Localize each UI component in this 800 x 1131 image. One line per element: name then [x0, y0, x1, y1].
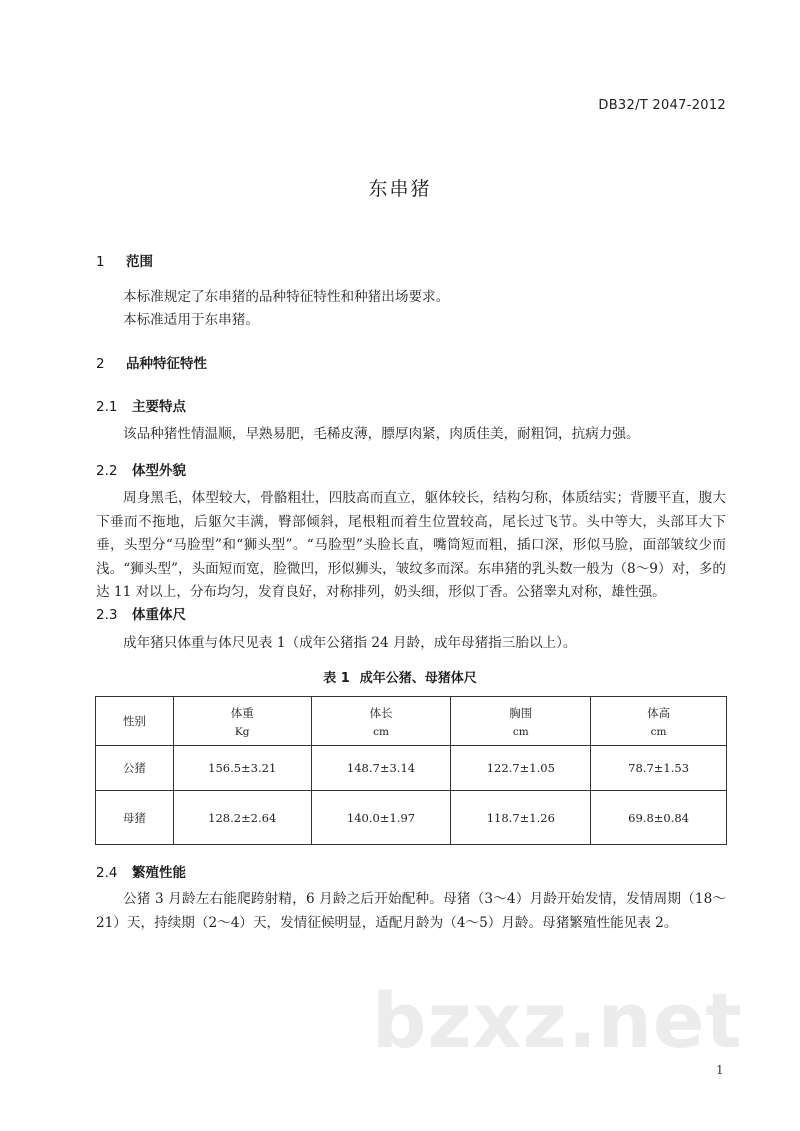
header-unit: cm [373, 725, 389, 738]
section-2-2-heading [96, 459, 186, 479]
section-title: 主要特点 [132, 399, 186, 415]
section-title: 范围 [126, 254, 153, 270]
header-cell-weight [173, 697, 311, 746]
section-number: 2 [96, 356, 105, 372]
reproduction-paragraph: 公猪 3 月龄左右能爬跨射精，6 月龄之后开始配种。母猪（3～4）月龄开始发情，发情周期（18～21）天，持续期（2～4）天，发情征候明显，适配月龄为（4～5）月龄。母猪繁殖性能见表 2。 [96, 891, 726, 931]
table-caption-number: 表 1 [323, 671, 350, 686]
header-unit: cm [512, 725, 529, 738]
header-label: 体高 [647, 705, 671, 720]
table-row [96, 791, 727, 845]
header-cell-chest [451, 697, 591, 746]
header-unit: cm [650, 725, 667, 738]
table-cell: 148.7±3.14 [311, 746, 451, 791]
header-label: 胸围 [509, 705, 533, 720]
section-title: 繁殖性能 [132, 865, 186, 881]
table-cell: 69.8±0.84 [591, 791, 727, 845]
header-label: 体重 [230, 705, 254, 720]
section-number: 2.1 [96, 399, 118, 415]
standard-code: DB32/T 2047-2012 [598, 98, 726, 113]
appearance-paragraph: 周身黑毛，体型较大，骨骼粗壮，四肢高而直立，躯体较长，结构匀称，体质结实；背腰平直，腹大下垂而不拖地，后躯欠丰满，臀部倾斜，尾根粗而着生位置较高，尾长过飞节。头中等大，头部耳大下垂，头型分“马脸型”和“狮头型”。“马脸型”头脸长直，嘴筒短而粗，插口深，形似马脸，面部皱纹少而浅。“狮头型”，头面短而宽，脸微凹，形似狮头，皱纹多而深。东串猪的乳头数一般为（8～9）对，多的达 11 对以上，分布均匀，发育良好，对称排列，奶头细，形似丁香。公猪睾丸对称，雄性强。 [96, 490, 726, 600]
section-title: 体型外貌 [132, 463, 186, 479]
main-features-paragraph: 该品种猪性情温顺，早熟易肥，毛稀皮薄，膘厚肉紧，肉质佳美，耐粗饲，抗病力强。 [123, 426, 640, 442]
section-number: 2.2 [96, 463, 118, 479]
table-1-caption [0, 667, 800, 686]
header-unit: Kg [234, 725, 250, 738]
table-cell: 122.7±1.05 [451, 746, 591, 791]
scope-paragraph-2: 本标准适用于东串猪。 [123, 312, 259, 328]
scope-paragraph-1: 本标准规定了东串猪的品种特征特性和种猪出场要求。 [123, 289, 450, 305]
table-row [96, 746, 727, 791]
table-cell: 母猪 [96, 791, 174, 845]
header-cell-sex [96, 697, 174, 746]
table-caption-text: 成年公猪、母猪体尺 [359, 671, 477, 686]
table-cell: 128.2±2.64 [173, 791, 311, 845]
table-cell: 140.0±1.97 [311, 791, 451, 845]
section-number: 1 [96, 254, 105, 270]
section-2-4-heading [96, 861, 186, 881]
table-header-row [96, 697, 727, 746]
header-cell-length [311, 697, 451, 746]
document-title: 东串猪 [368, 178, 432, 200]
section-number: 2.4 [96, 865, 118, 881]
header-cell-height [591, 697, 727, 746]
section-2-3-heading [96, 603, 186, 623]
table-cell: 公猪 [96, 746, 174, 791]
page-number: 1 [716, 1063, 724, 1077]
watermark: bzxz.net [372, 976, 743, 1065]
section-2-1-heading [96, 395, 186, 415]
header-label: 性别 [122, 714, 146, 728]
table-cell: 78.7±1.53 [591, 746, 727, 791]
header-label: 体长 [369, 705, 393, 720]
section-number: 2.3 [96, 607, 118, 623]
section-title: 体重体尺 [132, 607, 186, 623]
section-title: 品种特征特性 [126, 356, 207, 372]
weight-intro-paragraph: 成年猪只体重与体尺见表 1（成年公猪指 24 月龄，成年母猪指三胎以上）。 [123, 635, 577, 651]
section-2-heading [96, 352, 207, 372]
section-1-heading [96, 250, 153, 270]
table-cell: 118.7±1.26 [451, 791, 591, 845]
table-cell: 156.5±3.21 [173, 746, 311, 791]
body-size-table [95, 696, 727, 845]
